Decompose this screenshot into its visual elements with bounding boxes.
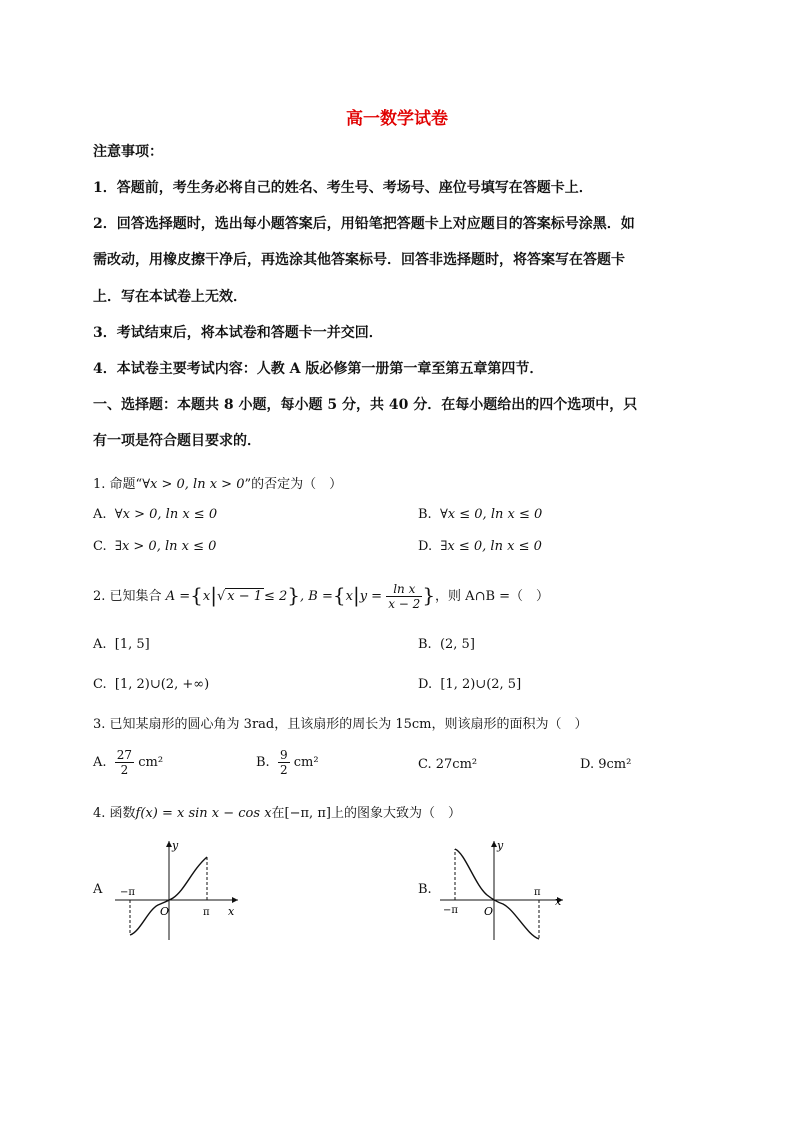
svg-text:y: y: [497, 839, 504, 852]
q4-graph-a: [110, 835, 250, 945]
q4-option-a-label: A: [93, 882, 103, 897]
svg-text:x: x: [228, 905, 235, 918]
note-line-6: 4．本试卷主要考试内容：人教 A 版必修第一册第一章至第五章第四节．: [93, 361, 544, 377]
note-line-5: 3．考试结束后，将本试卷和答题卡一并交回．: [93, 325, 383, 341]
curve: [455, 849, 539, 939]
q3-option-d: D. 9cm²: [580, 757, 632, 772]
svg-text:x: x: [555, 895, 562, 908]
svg-text:π: π: [203, 907, 210, 918]
svg-text:O: O: [160, 905, 170, 918]
q2-option-d: D. [1, 2)∪(2, 5]: [418, 677, 522, 692]
q4-function: f(x) = x sin x − cos x: [135, 806, 272, 821]
q4-option-b-label: B.: [418, 882, 432, 897]
notes-heading: 注意事项：: [93, 144, 163, 160]
q1-option-d: D. ∃x ≤ 0, ln x ≤ 0: [418, 539, 542, 554]
svg-text:−π: −π: [443, 905, 458, 916]
q2-fraction: $\frac{\text{ln x}}{x - 2}$: [388, 582, 421, 611]
q2-option-b: B. (2, 5]: [418, 637, 475, 652]
q1-option-c: C. ∃x > 0, ln x ≤ 0: [93, 539, 217, 554]
note-line-3: 需改动，用橡皮擦干净后，再选涂其他答案标号．回答非选择题时，将答案写在答题卡: [93, 252, 625, 268]
q2-option-c: C. [1, 2)∪(2, +∞): [93, 677, 210, 692]
svg-text:π: π: [534, 887, 541, 898]
note-line-2: 2．回答选择题时，选出每小题答案后，用铅笔把答题卡上对应题目的答案标号涂黑．如: [93, 216, 635, 232]
q1-option-a: A. ∀x > 0, ln x ≤ 0: [93, 507, 218, 522]
note-line-4: 上．写在本试卷上无效．: [93, 289, 247, 305]
page-title: 高一数学试卷: [346, 109, 448, 129]
question-4: 4. 函数f(x) = x sin x − cos x在[−π, π]上的图象大致为（ ）: [93, 806, 461, 821]
q1-statement: ∀x > 0, ln x > 0: [142, 477, 245, 492]
note-line-1: 1．答题前，考生务必将自己的姓名、考生号、考场号、座位号填写在答题卡上．: [93, 180, 593, 196]
q3-option-c: C. 27cm²: [418, 757, 478, 772]
section-heading-line-2: 有一项是符合题目要求的．: [93, 433, 261, 449]
question-1: 1. 命题“∀x > 0, ln x > 0”的否定为（ ）: [93, 477, 343, 492]
svg-text:O: O: [484, 905, 494, 918]
q4-graph-b: [435, 835, 575, 945]
svg-text:−π: −π: [120, 887, 135, 898]
section-heading-line-1: 一、选择题：本题共 8 小题，每小题 5 分，共 40 分．在每小题给出的四个选项中，只: [93, 397, 638, 413]
q3-option-a: A. $\frac{27}{2}$ cm²: [93, 748, 164, 777]
q2-option-a: A. [1, 5]: [93, 637, 150, 652]
svg-text:y: y: [172, 839, 179, 852]
q3-option-b: B. $\frac{9}{2}$ cm²: [256, 748, 319, 777]
q1-option-b: B. ∀x ≤ 0, ln x ≤ 0: [418, 507, 543, 522]
question-2: 2. 已知集合 A ={x|√ x − 1 ≤ 2}, B ={x|y = $\frac{\text{ln x}}{x - 2}$ }，则 A∩B =（ ）: [93, 582, 550, 611]
question-3: 3. 已知某扇形的圆心角为 3rad，且该扇形的周长为 15cm，则该扇形的面积为（ ）: [93, 717, 588, 732]
